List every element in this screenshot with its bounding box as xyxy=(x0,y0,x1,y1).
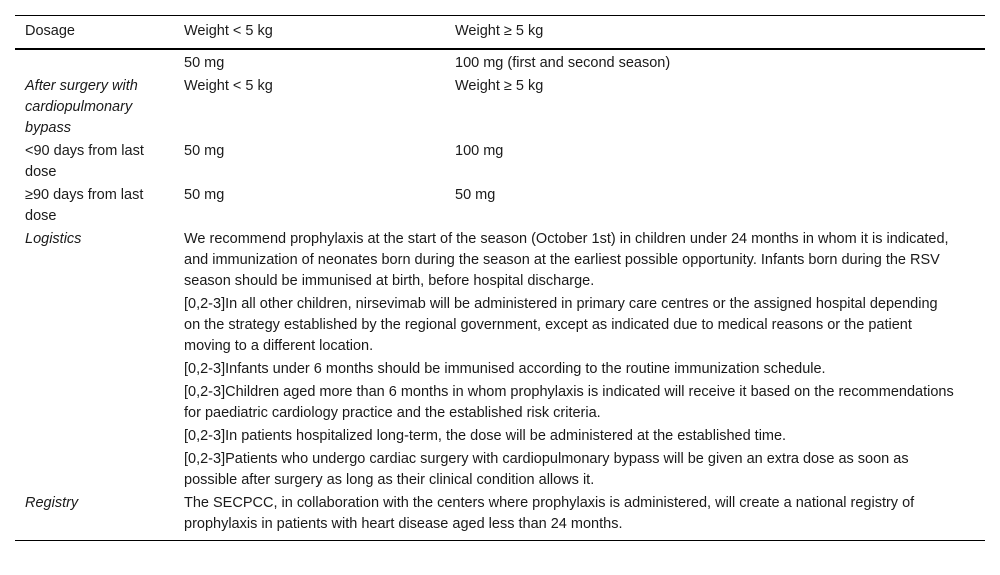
dosage-table xyxy=(15,15,985,541)
table-row-logistics xyxy=(15,228,985,492)
logistics-text xyxy=(174,228,985,492)
table-row xyxy=(15,75,985,140)
row-label-registry: Registry xyxy=(25,495,79,511)
logistics-paragraph: [0,2-3]In all other children, nirsevimab will be administered in primary care centres or the assigned hospital depending on the strategy established by the regional government, except as indicated due to medical reasons or the patient moving to a different location. xyxy=(184,296,938,354)
logistics-paragraph: [0,2-3]In patients hospitalized long-term, the dose will be administered at the established time. xyxy=(184,428,787,444)
registry-text: The SECPCC, in collaboration with the centers where prophylaxis is administered, will create a national registry of prophylaxis in patients with heart disease aged less than 24 months. xyxy=(184,495,915,532)
logistics-paragraph: We recommend prophylaxis at the start of the season (October 1st) in children under 24 months in whom it is indicated, and immunization of neonates born during the season at the earliest possible opportunity. Infants born during the RSV season should be immunised at birth, before hospital discharge. xyxy=(184,231,949,289)
table-row-registry xyxy=(15,492,985,541)
dose-under-5kg: 50 mg xyxy=(184,143,225,159)
dose-under-5kg: 50 mg xyxy=(184,187,225,203)
table-row xyxy=(15,140,985,184)
subheader-weight-under-5kg: Weight < 5 kg xyxy=(184,78,273,94)
subheader-weight-5kg-or-more: Weight ≥ 5 kg xyxy=(455,78,544,94)
logistics-paragraph: [0,2-3]Infants under 6 months should be immunised according to the routine immunization schedule. xyxy=(184,361,826,377)
logistics-paragraph: [0,2-3]Children aged more than 6 months in whom prophylaxis is indicated will receive it based on the recommendations for paediatric cardiology practice and the established risk criteria. xyxy=(184,384,954,421)
row-label-logistics: Logistics xyxy=(25,231,82,247)
header-dosage: Dosage xyxy=(25,23,75,39)
header-row xyxy=(15,16,985,50)
logistics-paragraph: [0,2-3]Patients who undergo cardiac surgery with cardiopulmonary bypass will be given an extra dose as soon as possible after surgery as long as their clinical condition allows it. xyxy=(184,451,909,488)
row-label-90-days-or-more: ≥90 days from last dose xyxy=(25,187,144,224)
table-row xyxy=(15,184,985,228)
header-weight-5kg-or-more: Weight ≥ 5 kg xyxy=(455,23,544,39)
table-row xyxy=(15,49,985,75)
header-weight-under-5kg: Weight < 5 kg xyxy=(184,23,273,39)
row-label xyxy=(15,49,174,75)
dose-5kg-or-more: 100 mg xyxy=(455,143,504,159)
table-body xyxy=(15,49,985,541)
dose-5kg-or-more: 100 mg (first and second season) xyxy=(455,55,671,71)
row-label-after-surgery: After surgery with cardiopulmonary bypass xyxy=(25,78,138,136)
row-label-under-90-days: <90 days from last dose xyxy=(25,143,144,180)
dose-5kg-or-more: 50 mg xyxy=(455,187,496,203)
dosage-table-container xyxy=(15,15,985,541)
dose-under-5kg: 50 mg xyxy=(184,55,225,71)
table-header xyxy=(15,16,985,50)
